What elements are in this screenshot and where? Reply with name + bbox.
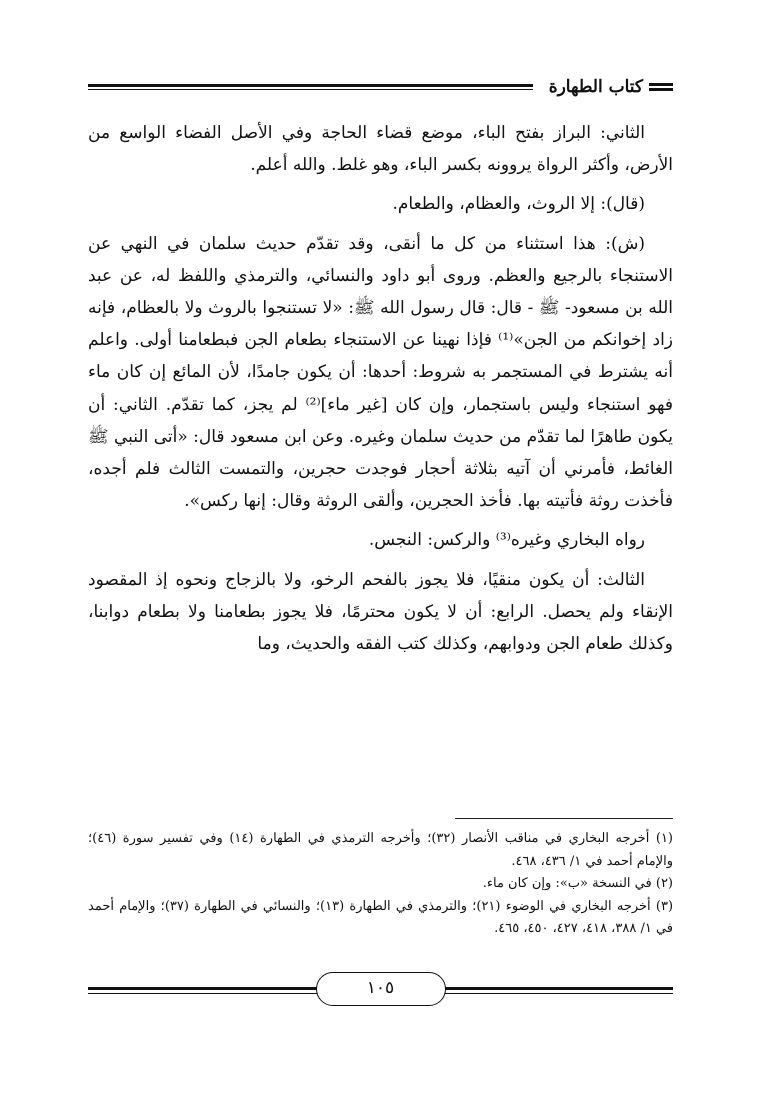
main-text xyxy=(88,117,673,660)
footnote: (٢) في النسخة «ب»: وإن كان ماء. xyxy=(482,876,673,891)
header-rule xyxy=(88,84,533,90)
page-header xyxy=(88,74,673,104)
paragraph: الثالث: أن يكون منقيًا، فلا يجوز بالفحم الرخو، ولا بالزجاج ونحوه إذ المقصود الإنقاء ولم يحصل. الرابع: أن لا يكون محترمًا، فلا يجوز بطعامنا ولا بطعام دوابنا، وكذلك طعام الجن ودوابهم، وكذلك كتب الفقه والحديث، وما xyxy=(88,569,673,655)
footnote: (٣) أخرجه البخاري في الوضوء (٢١)؛ والترمذي في الطهارة (١٣)؛ والنسائي في الطهارة (٣٧)؛ والإمام أحمد في ١/ ٣٨٨، ٤١٨، ٤٢٧، ٤٥٠، ٤٦٥. xyxy=(88,898,674,936)
footnote-separator xyxy=(455,818,673,819)
paragraph: رواه البخاري وغيره⁽³⁾ والركس: النجس. xyxy=(368,530,645,551)
paragraph: (ش): هذا استثناء من كل ما أنقى، وقد تقدّم حديث سلمان في النهي عن الاستنجاء بالرجيع والعظم. وروى أبو داود والنسائي، والترمذي واللفظ له، عن عبد الله بن مسعود- ﷺ - قال: قال رسول الله ﷺ: «لا تستنجوا بالروث ولا بالعظام، فإنه زاد إخوانكم من الجن»⁽¹⁾ فإذا نهينا عن الاستنجاء بطعام الجن فبطعامنا أولى. واعلم أنه يشترط في المستجمر به شروط: أحدها: أن يكون جامدًا، لأن المائع إن كان ماء فهو استنجاء وليس باستجمار، وإن كان [غير ماء]⁽²⁾ لم يجز، كما تقدّم. الثاني: أن يكون طاهرًا لما تقدّم من حديث سلمان وغيره. وعن ابن مسعود قال: «أتى النبي ﷺ الغائط، فأمرني أن آتيه بثلاثة أحجار فوجدت حجرين، والتمست الثالث فلم أجده، فأخذت روثة فأتيته بها. فأخذ الحجرين، وألقى الروثة وقال: إنها ركس». xyxy=(88,233,674,512)
footnote: (١) أخرجه البخاري في مناقب الأنصار (٣٢)؛ وأخرجه الترمذي في الطهارة (١٤) وفي تفسير سورة (٤٦)؛ والإمام أحمد في ١/ ٤٣٦، ٤٦٨. xyxy=(88,831,673,869)
paragraph: الثاني: البراز بفتح الباء، موضع قضاء الحاجة وفي الأصل الفضاء الواسع من الأرض، وأكثر الرواة يروونه بكسر الباء، وهو غلط. والله أعلم. xyxy=(88,123,673,176)
running-title: كتاب الطهارة xyxy=(543,74,643,100)
page-number: ١٠٥ xyxy=(316,972,446,1006)
header-ornament xyxy=(649,83,673,91)
page-footer xyxy=(88,972,673,1008)
footnotes xyxy=(88,828,673,941)
paragraph: (قال): إلا الروث، والعظام، والطعام. xyxy=(392,194,645,215)
